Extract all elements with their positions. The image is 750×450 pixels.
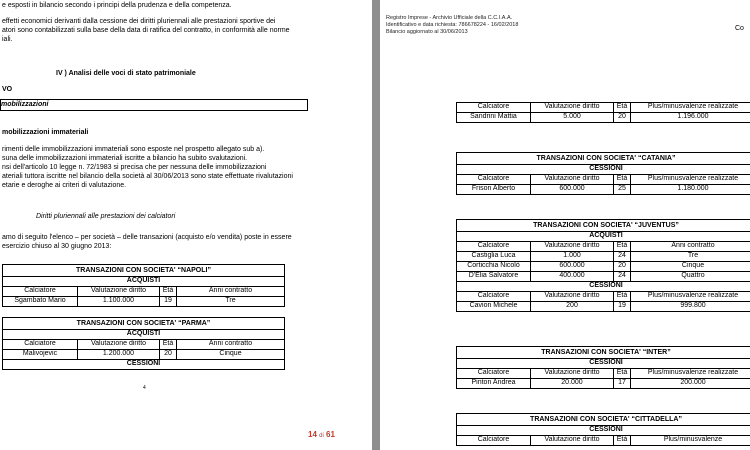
catania-table: [456, 152, 750, 195]
napoli-table: [2, 264, 285, 307]
col-header: Valutazione diritto: [531, 242, 614, 252]
table-title: TRANSAZIONI CON SOCIETA' “NAPOLI”: [3, 265, 285, 277]
cell: 5.000: [531, 113, 614, 123]
col-header: Età: [614, 292, 631, 302]
cell: Pinton Andrea: [457, 379, 531, 389]
col-header: Valutazione diritto: [531, 436, 614, 446]
cell: 20: [614, 262, 631, 272]
table-header-row: [457, 242, 750, 252]
col-header: Età: [614, 175, 631, 185]
cell: Corticchia Nicolò: [457, 262, 531, 272]
text-line: nsi dell'articolo 10 legge n. 72/1983 si precisa che per nessuna delle immobilizzazioni: [2, 164, 267, 171]
cell: 20.000: [531, 379, 614, 389]
cell: Cinque: [631, 262, 750, 272]
col-header: Valutazione diritto: [531, 175, 614, 185]
cell: 25: [614, 185, 631, 195]
col-header: Plus/minusvalenze realizzate: [631, 103, 750, 113]
table-section: ACQUISTI: [3, 330, 285, 340]
cell: 600.000: [531, 262, 614, 272]
col-header: Plus/minusvalenze: [631, 436, 750, 446]
text-line: etarie e deroghe ai criteri di valutazione.: [2, 182, 127, 189]
table-header-row: [457, 103, 750, 113]
table-row: [3, 350, 285, 360]
immobilizzazioni-box: [0, 99, 308, 111]
table-row: [457, 262, 750, 272]
text-line: rimenti delle immobilizzazioni immateriali sono esposte nel prospetto allegato sub a).: [2, 146, 265, 153]
text-line: ateriali tuttora iscritte nel bilancio della società al 30/06/2013 sono state effettuate rivalutazioni: [2, 173, 293, 180]
col-header: Calciatore: [457, 436, 531, 446]
cell: Malivojevic: [3, 350, 78, 360]
cell: Tre: [631, 252, 750, 262]
page-number: 14: [308, 430, 317, 439]
page-of: di: [319, 433, 324, 439]
cell: Frison Alberto: [457, 185, 531, 195]
col-header: Valutazione diritto: [78, 287, 160, 297]
table-row: [457, 252, 750, 262]
col-header: Plus/minusvalenze realizzate: [631, 175, 750, 185]
cell: 24: [614, 272, 631, 282]
text-line: esercizio chiuso al 30 giugno 2013:: [2, 243, 112, 250]
text-line: atori sono contabilizzati sulla base della data di ratifica del contratto, in conformità alle norme: [2, 27, 290, 34]
table-section: CESSIONI: [457, 282, 750, 292]
col-header: Anni contratto: [177, 287, 285, 297]
table-row: [457, 302, 750, 312]
table-row: [457, 272, 750, 282]
cell: 1.196.000: [631, 113, 750, 123]
col-header: Calciatore: [457, 175, 531, 185]
cell: Castiglia Luca: [457, 252, 531, 262]
text-line: amo di seguito l'elenco – per società – delle transazioni (acquisto e/o vendita) poste in essere: [2, 234, 292, 241]
table-section: ACQUISTI: [457, 232, 750, 242]
cell: 600.000: [531, 185, 614, 195]
cell: 19: [160, 297, 177, 307]
right-page: [380, 0, 750, 450]
col-header: Età: [160, 340, 177, 350]
cittadella-table: [456, 413, 750, 446]
table-section: CESSIONI: [457, 426, 750, 436]
registry-header: Identificativo e data richiesta: 786678224 - 16/02/2018: [386, 22, 519, 28]
table-header-row: [3, 287, 285, 297]
cell: 1.000: [531, 252, 614, 262]
table-title: TRANSAZIONI CON SOCIETA' “INTER”: [457, 347, 750, 359]
col-header: Calciatore: [457, 292, 531, 302]
vo-label: VO: [2, 86, 13, 93]
table-header-row: [3, 340, 285, 350]
cell: 1.200.000: [78, 350, 160, 360]
cell: Cavion Michele: [457, 302, 531, 312]
cell: Cinque: [177, 350, 285, 360]
text-line: e esposti in bilancio secondo i principi della prudenza e della competenza.: [2, 2, 232, 9]
col-header: Valutazione diritto: [531, 369, 614, 379]
table-title: TRANSAZIONI CON SOCIETA' “CITTADELLA”: [457, 414, 750, 426]
cell: Quattro: [631, 272, 750, 282]
cell: Tre: [177, 297, 285, 307]
cell: 20: [614, 113, 631, 123]
col-header: Anni contratto: [631, 242, 750, 252]
table-row: [457, 113, 750, 123]
col-header: Età: [614, 103, 631, 113]
table-row: [3, 297, 285, 307]
table-title: TRANSAZIONI CON SOCIETA' “JUVENTUS”: [457, 220, 750, 232]
text-line: suna delle immobilizzazioni immateriali iscritte a bilancio ha subito svalutazioni.: [2, 155, 248, 162]
juventus-table: [456, 219, 750, 312]
cell: Sandrini Mattia: [457, 113, 531, 123]
diritti-heading: Diritti pluriennali alle prestazioni dei calciatori: [36, 213, 176, 220]
col-header: Plus/minusvalenze realizzate: [631, 369, 750, 379]
col-header: Valutazione diritto: [78, 340, 160, 350]
table-title: TRANSAZIONI CON SOCIETA' “CATANIA”: [457, 153, 750, 165]
cell: 19: [614, 302, 631, 312]
registry-header: Bilancio aggiornato al 30/06/2013: [386, 29, 468, 35]
col-header: Età: [614, 242, 631, 252]
table-row: [457, 185, 750, 195]
text-line: effetti economici derivanti dalla cessione dei diritti pluriennali alle prestazioni sportive dei: [2, 18, 276, 25]
col-header: Calciatore: [457, 242, 531, 252]
table-section: CESSIONI: [3, 360, 285, 370]
table-header-row: [457, 292, 750, 302]
registry-header: Registro Imprese - Archivio Ufficiale della C.C.I.A.A.: [386, 15, 513, 21]
col-header: Età: [614, 436, 631, 446]
col-header: Calciatore: [457, 369, 531, 379]
cell: D'Elia Salvatore: [457, 272, 531, 282]
col-header: Età: [160, 287, 177, 297]
table-section: CESSIONI: [457, 359, 750, 369]
corner-text: Co: [735, 25, 744, 32]
table-section: CESSIONI: [457, 165, 750, 175]
cell: 24: [614, 252, 631, 262]
col-header: Calciatore: [3, 340, 78, 350]
table-header-row: [457, 436, 750, 446]
cell: 999.800: [631, 302, 750, 312]
cell: 200: [531, 302, 614, 312]
col-header: Calciatore: [3, 287, 78, 297]
top-table: [456, 102, 750, 123]
cell: 200.000: [631, 379, 750, 389]
section-heading: IV ) Analisi delle voci di stato patrimoniale: [56, 70, 196, 77]
cell: 1.180.000: [631, 185, 750, 195]
col-header: Anni contratto: [177, 340, 285, 350]
col-header: Calciatore: [457, 103, 531, 113]
table-header-row: [457, 175, 750, 185]
cell: 1.100.000: [78, 297, 160, 307]
left-page: [0, 0, 372, 450]
inter-table: [456, 346, 750, 389]
sub-heading: mobilizzazioni immateriali: [2, 129, 89, 136]
cell: 20: [160, 350, 177, 360]
table-header-row: [457, 369, 750, 379]
col-header: Plus/minusvalenze realizzate: [631, 292, 750, 302]
table-section: ACQUISTI: [3, 277, 285, 287]
page-indicator: [308, 430, 335, 439]
col-header: Valutazione diritto: [531, 103, 614, 113]
parma-table: [2, 317, 285, 370]
cell: 17: [614, 379, 631, 389]
page-total: 61: [326, 430, 335, 439]
footnote-number: 4: [143, 385, 146, 391]
table-title: TRANSAZIONI CON SOCIETA' “PARMA”: [3, 318, 285, 330]
col-header: Valutazione diritto: [531, 292, 614, 302]
col-header: Età: [614, 369, 631, 379]
cell: Sgambato Mario: [3, 297, 78, 307]
box-label: mobilizzazioni: [1, 101, 49, 108]
cell: 400.000: [531, 272, 614, 282]
table-row: [457, 379, 750, 389]
text-line: iali.: [2, 36, 13, 43]
